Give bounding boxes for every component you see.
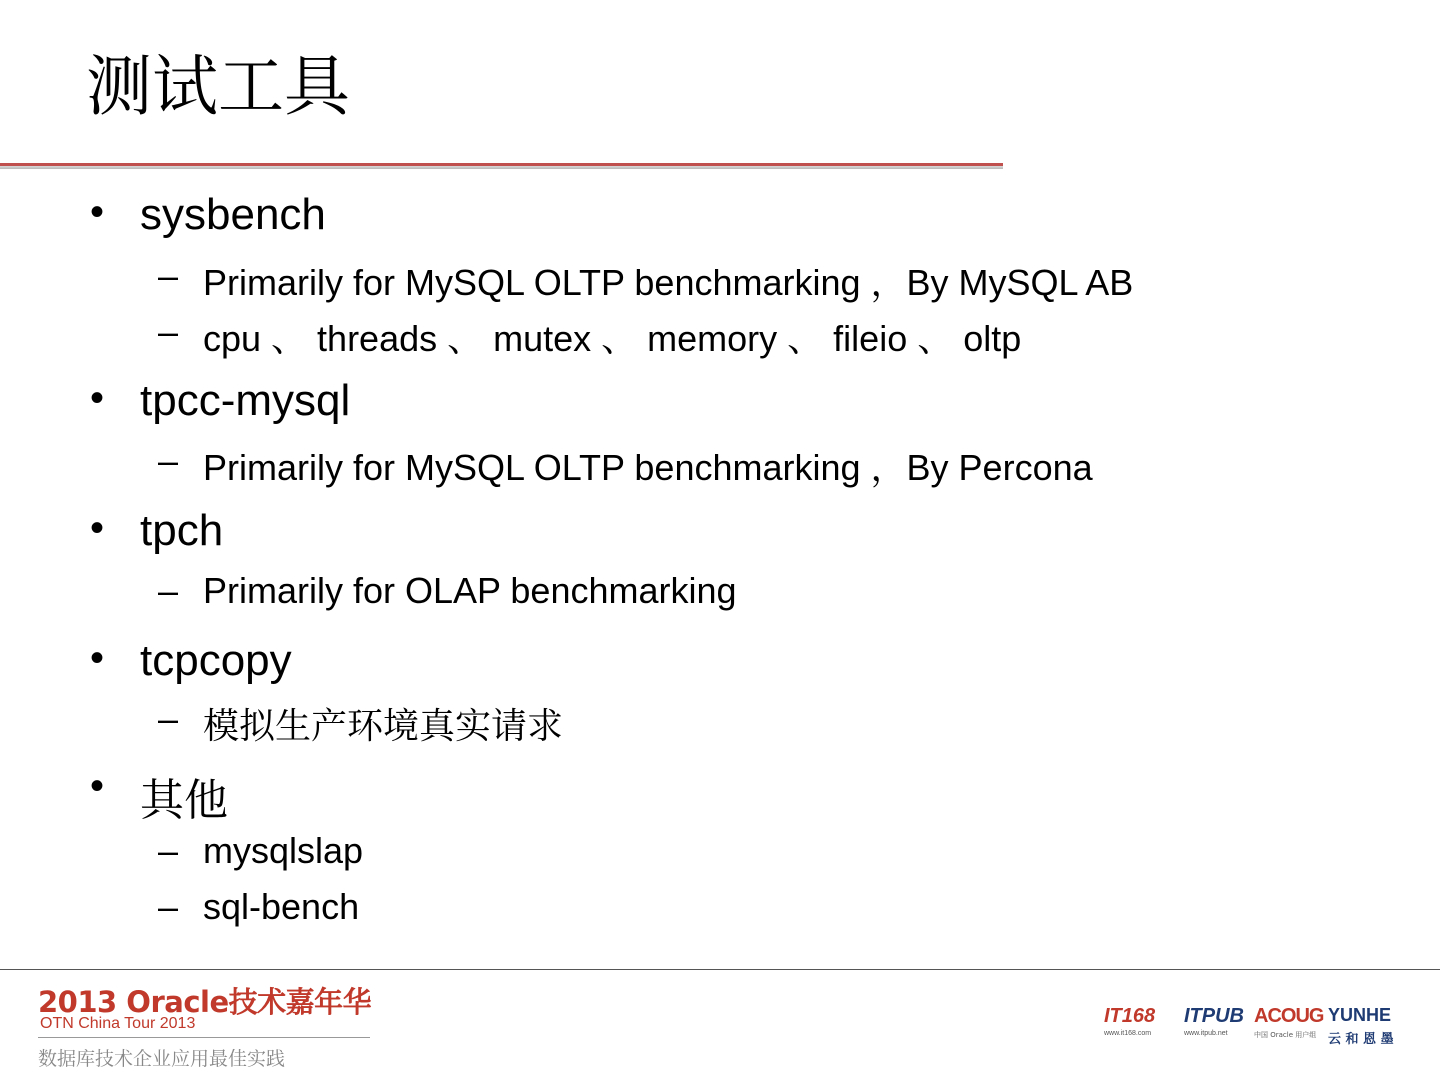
sub-item-text: cpu 、 threads 、 mutex 、 memory 、 fileio 、 oltp [203, 318, 1022, 359]
sub-item-text: Primarily for MySQL OLTP benchmarking ，By Percona [203, 447, 1093, 488]
title-underline [0, 163, 1003, 169]
dash-icon: – [158, 570, 179, 611]
logo-sub: www.it168.com [1104, 1030, 1152, 1037]
logo-sub: 云 和 恩 墨 [1328, 1032, 1394, 1047]
event-tagline: 数据库技术企业应用最佳实践 [38, 1048, 286, 1070]
sub-item-text: Primarily for MySQL OLTP benchmarking ，By MySQL AB [203, 262, 1134, 303]
acoug-logo [1254, 1005, 1323, 1040]
sub-item-text: mysqlslap [203, 830, 364, 871]
logo-sub: www.itpub.net [1184, 1030, 1228, 1037]
dash-icon: – [158, 311, 179, 352]
sub-item-text: Primarily for OLAP benchmarking [203, 570, 737, 611]
bullet-label: sysbench [140, 190, 326, 239]
slide-title: 测试工具 [86, 48, 350, 125]
bullet-icon: • [90, 636, 105, 680]
dash-icon: – [158, 698, 179, 739]
itpub-logo [1184, 1005, 1244, 1037]
bullet-icon: • [90, 376, 105, 420]
yunhe-logo [1328, 1005, 1394, 1047]
event-divider [38, 1037, 370, 1038]
it168-logo [1104, 1005, 1155, 1037]
bullet-icon: • [90, 190, 105, 234]
dash-icon: – [158, 255, 179, 296]
logo-sub: 中国 Oracle 用户组 [1254, 1031, 1317, 1039]
dash-icon: – [158, 440, 179, 481]
logo-name: ACOUG [1254, 1005, 1324, 1027]
bullet-icon: • [90, 764, 105, 808]
footer-divider [0, 969, 1440, 970]
sub-item-text: 模拟生产环境真实请求 [203, 706, 564, 747]
dash-icon: – [158, 830, 179, 871]
sponsor-logos [1100, 1005, 1410, 1049]
logo-name: IT168 [1104, 1005, 1156, 1027]
bullet-label: tpcc-mysql [140, 376, 351, 425]
logo-name: ITPUB [1184, 1005, 1244, 1027]
dash-icon: – [158, 886, 179, 927]
bullet-icon: • [90, 506, 105, 550]
bullet-label: tpch [140, 506, 224, 555]
event-subtitle: OTN China Tour 2013 [40, 1015, 196, 1032]
logo-name: YUNHE [1328, 1005, 1392, 1025]
bullet-label: 其他 [140, 775, 228, 826]
sub-item-text: sql-bench [203, 886, 360, 927]
bullet-label: tcpcopy [140, 636, 292, 685]
event-title: 2013 Oracle技术嘉年华 [38, 985, 372, 1019]
